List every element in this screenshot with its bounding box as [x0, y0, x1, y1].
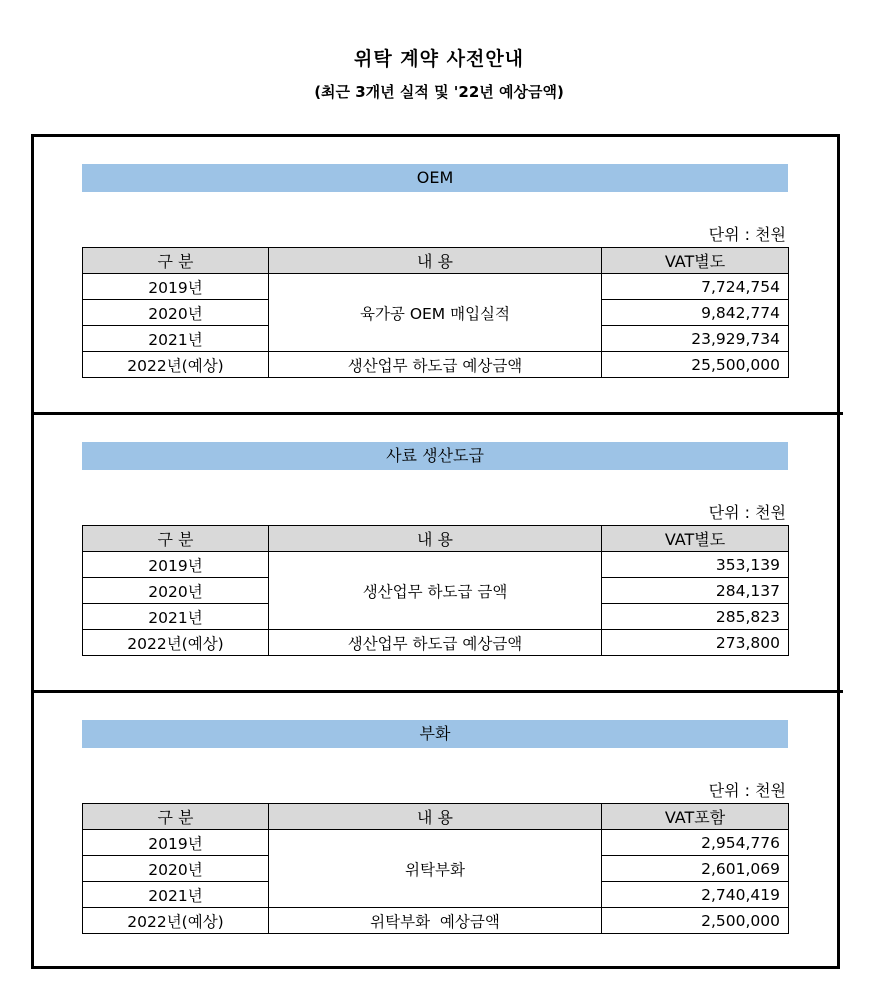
amount-cell: 7,724,754 [602, 274, 789, 300]
table-row [83, 274, 789, 300]
year-cell: 2019년 [83, 552, 269, 578]
content-cell: 육가공 OEM 매입실적 [269, 274, 602, 352]
content-cell: 생산업무 하도급 예상금액 [269, 352, 602, 378]
table-row [83, 552, 789, 578]
content-cell: 생산업무 하도급 금액 [269, 552, 602, 630]
header-category: 구 분 [83, 248, 269, 274]
table-row [83, 908, 789, 934]
unit-label-feed: 단위 : 천원 [708, 503, 786, 522]
header-content: 내 용 [269, 526, 602, 552]
table-row [83, 830, 789, 856]
amount-cell: 273,800 [602, 630, 789, 656]
content-cell: 생산업무 하도급 예상금액 [269, 630, 602, 656]
year-cell: 2022년(예상) [83, 352, 269, 378]
year-cell: 2019년 [83, 830, 269, 856]
amount-cell: 23,929,734 [602, 326, 789, 352]
amount-cell: 2,500,000 [602, 908, 789, 934]
table-header-row [83, 526, 789, 552]
amount-cell: 9,842,774 [602, 300, 789, 326]
content-cell: 위탁부화 예상금액 [269, 908, 602, 934]
table-feed [82, 525, 789, 656]
amount-cell: 25,500,000 [602, 352, 789, 378]
page-title: 위탁 계약 사전안내 [353, 48, 525, 70]
amount-cell: 353,139 [602, 552, 789, 578]
unit-label-hatch: 단위 : 천원 [708, 781, 786, 800]
header-content: 내 용 [269, 248, 602, 274]
year-cell: 2019년 [83, 274, 269, 300]
year-cell: 2020년 [83, 856, 269, 882]
section-banner-feed: 사료 생산도급 [82, 442, 788, 470]
header-amount: VAT별도 [602, 248, 789, 274]
year-cell: 2021년 [83, 882, 269, 908]
year-cell: 2021년 [83, 604, 269, 630]
year-cell: 2020년 [83, 578, 269, 604]
amount-cell: 285,823 [602, 604, 789, 630]
amount-cell: 2,601,069 [602, 856, 789, 882]
section-banner-oem: OEM [82, 164, 788, 192]
amount-cell: 2,740,419 [602, 882, 789, 908]
amount-cell: 2,954,776 [602, 830, 789, 856]
year-cell: 2022년(예상) [83, 630, 269, 656]
year-cell: 2022년(예상) [83, 908, 269, 934]
header-amount: VAT별도 [602, 526, 789, 552]
header-category: 구 분 [83, 526, 269, 552]
header-content: 내 용 [269, 804, 602, 830]
header-amount: VAT포함 [602, 804, 789, 830]
header-category: 구 분 [83, 804, 269, 830]
page-subtitle: (최근 3개년 실적 및 '22년 예상금액) [314, 83, 564, 101]
table-row [83, 352, 789, 378]
year-cell: 2020년 [83, 300, 269, 326]
unit-label-oem: 단위 : 천원 [708, 225, 786, 244]
table-row [83, 630, 789, 656]
table-oem [82, 247, 789, 378]
table-hatch [82, 803, 789, 934]
table-header-row [83, 804, 789, 830]
section-divider-2 [31, 690, 843, 693]
section-banner-hatch: 부화 [82, 720, 788, 748]
section-divider-1 [31, 412, 843, 415]
table-header-row [83, 248, 789, 274]
content-cell: 위탁부화 [269, 830, 602, 908]
amount-cell: 284,137 [602, 578, 789, 604]
year-cell: 2021년 [83, 326, 269, 352]
